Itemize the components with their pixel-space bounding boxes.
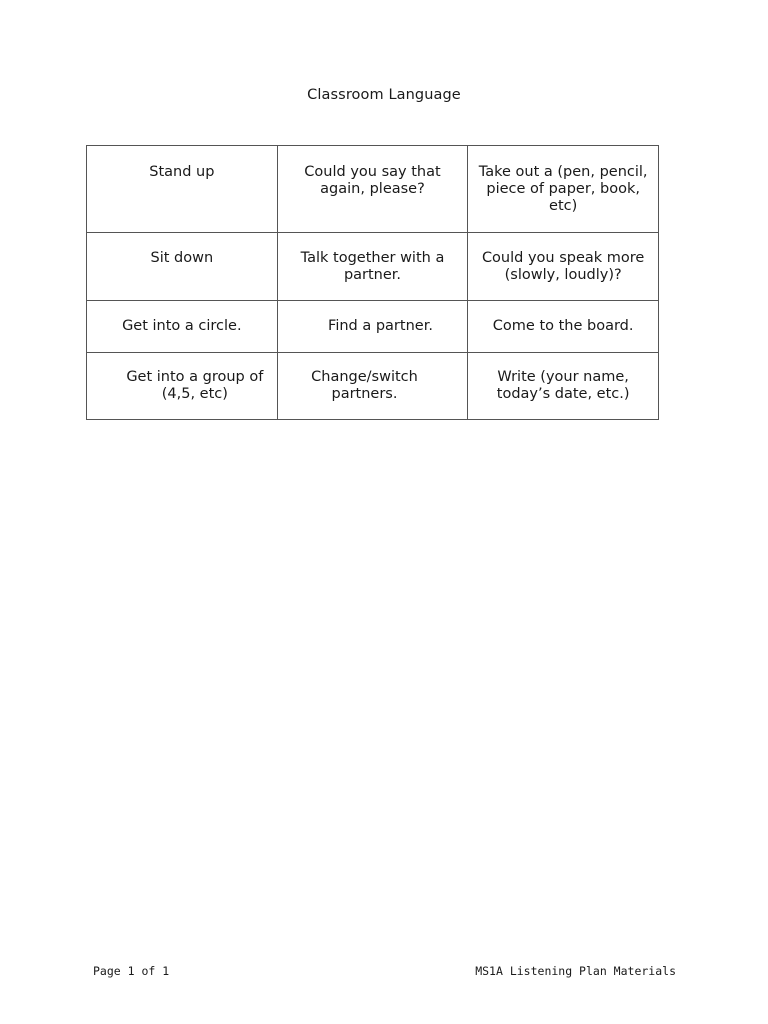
table-cell: Write (your name, today’s date, etc.) <box>468 353 659 420</box>
table-cell: Take out a (pen, pencil, piece of paper, book, etc) <box>468 146 659 233</box>
page-number: Page 1 of 1 <box>93 964 170 978</box>
document-label: MS1A Listening Plan Materials <box>475 964 676 978</box>
table-cell: Get into a circle. <box>87 301 278 353</box>
table-row <box>87 146 659 233</box>
table-cell: Find a partner. <box>277 301 468 353</box>
table-cell: Talk together with a partner. <box>277 233 468 301</box>
page-title: Classroom Language <box>307 87 461 103</box>
table-row <box>87 353 659 420</box>
table-row <box>87 301 659 353</box>
table-cell: Come to the board. <box>468 301 659 353</box>
table-cell: Get into a group of (4,5, etc) <box>87 353 278 420</box>
table-cell: Could you say that again, please? <box>277 146 468 233</box>
table-cell: Change/switch partners. <box>277 353 468 420</box>
table-cell: Could you speak more (slowly, loudly)? <box>468 233 659 301</box>
table-cell: Sit down <box>87 233 278 301</box>
classroom-language-table <box>86 145 659 420</box>
table-row <box>87 233 659 301</box>
table-cell: Stand up <box>87 146 278 233</box>
